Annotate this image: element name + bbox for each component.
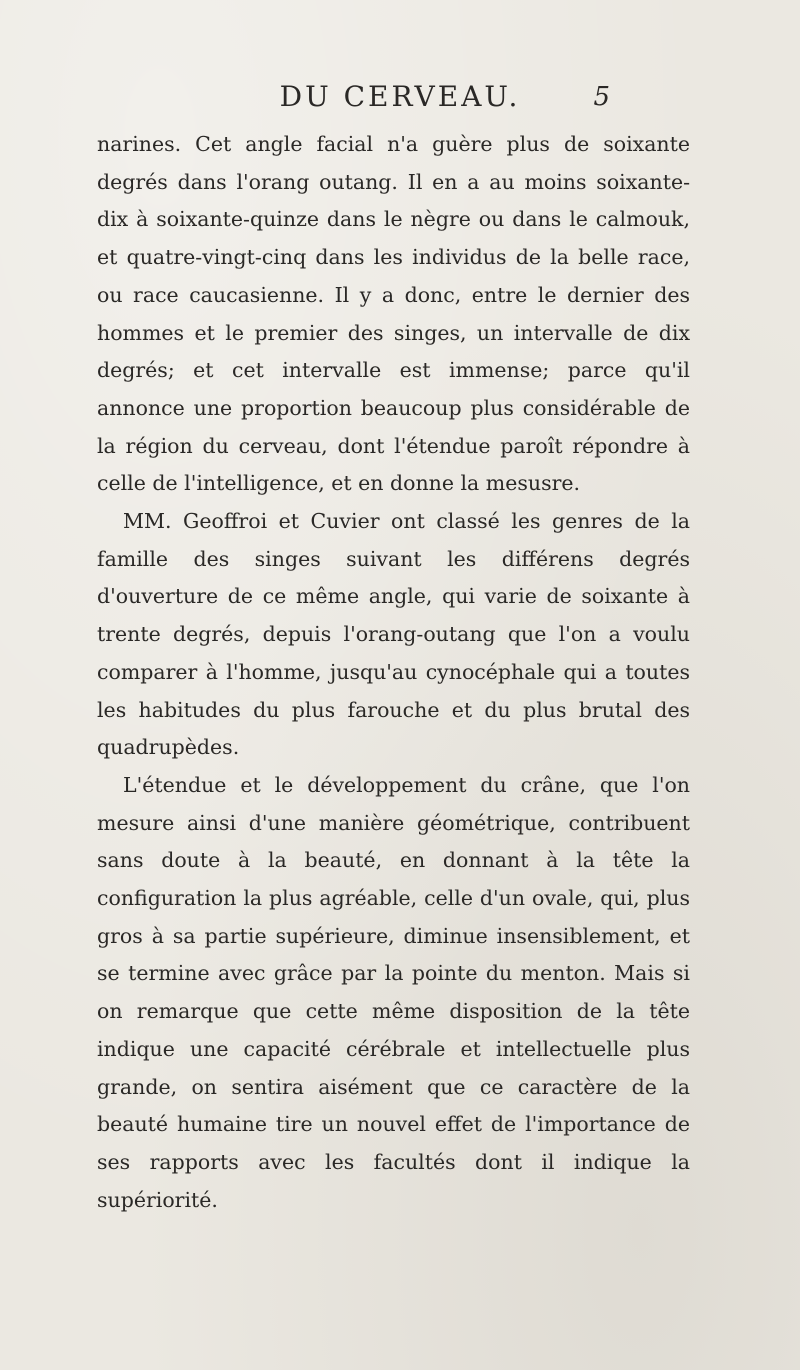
paragraph-geoffroi-cuvier: MM. Geoffroi et Cuvier ont classé les genres de la famille des singes suivant les différens degrés d'ouverture de ce même angle, qui varie de soixante à trente degrés, depuis l'orang-outang que l'on a voulu comparer à l'homme, jusqu'au cynocéphale qui a toutes les habitudes du plus farouche et du plus brutal des quadrupèdes. [97,509,690,760]
running-title: DU CERVEAU. [279,80,521,113]
page-header [0,80,800,120]
body-text [97,126,690,1219]
paragraph-continuation: narines. Cet angle facial n'a guère plus de soixante degrés dans l'orang outang. Il en a au moins soixante-dix à soixante-quinze dans le nègre ou dans le calmouk, et quatre-vingt-cinq dans les individus de la belle race, ou race caucasienne. Il y a donc, entre le dernier des hommes et le premier des singes, un intervalle de dix degrés; et cet intervalle est immense; parce qu'il annonce une proportion beaucoup plus considérable de la région du cerveau, dont l'étendue paroît répondre à celle de l'intelligence, et en donne la mesusre. [97,132,690,496]
page-number: 5 [593,82,610,112]
paragraph-crane-beaute: L'étendue et le développement du crâne, que l'on mesure ainsi d'une manière géométrique, contribuent sans doute à la beauté, en donnant à la tête la configuration la plus agréable, celle d'un ovale, qui, plus gros à sa partie supérieure, diminue insensiblement, et se termine avec grâce par la pointe du menton. Mais si on remarque que cette même disposition de la tête indique une capacité cérébrale et intellectuelle plus grande, on sentira aisément que ce caractère de la beauté humaine tire un nouvel effet de l'importance de ses rapports avec les facultés dont il indique la supériorité. [97,772,690,1212]
